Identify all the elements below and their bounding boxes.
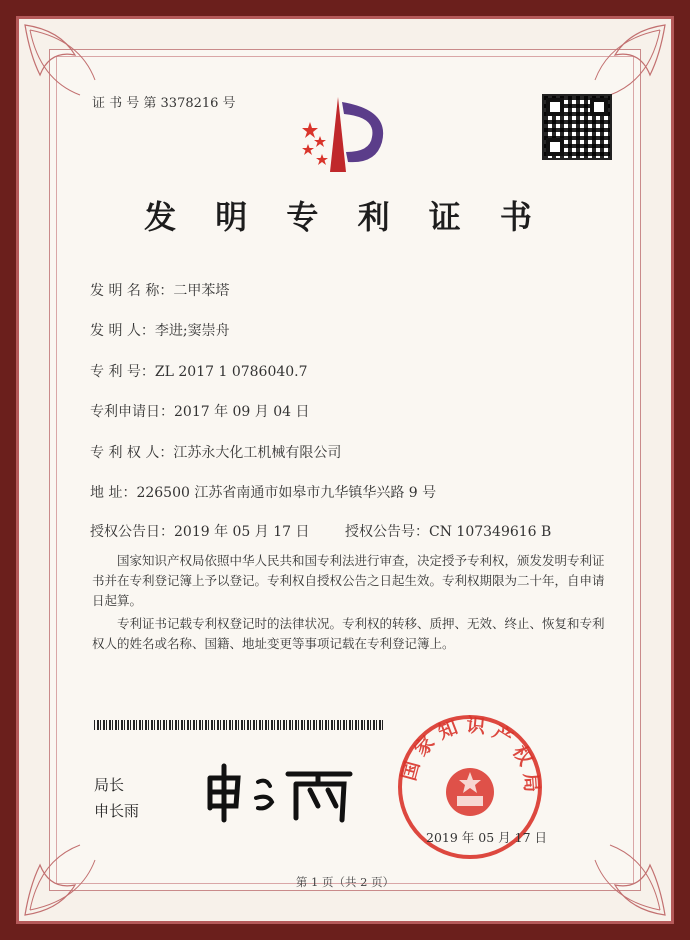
corner-ornament-bottom-right <box>560 810 670 920</box>
certificate-paragraph-1: 国家知识产权局依照中华人民共和国专利法进行审查，决定授予专利权，颁发发明专利证书并在专利登记簿上予以登记。专利权自授权公告之日起生效。专利权期限为二十年，自申请日起算。 <box>92 553 605 608</box>
field-label: 地 址： <box>90 485 137 501</box>
field-label: 发 明 名 称： <box>90 283 174 299</box>
field-inventor <box>90 320 230 340</box>
field-invention-name <box>90 280 229 300</box>
field-value: 二甲苯塔 <box>173 283 230 299</box>
field-patentee <box>90 442 341 462</box>
patent-office-logo <box>290 92 400 180</box>
field-patent-number <box>90 361 308 381</box>
corner-ornament-top-left <box>20 20 130 130</box>
field-label: 专 利 权 人： <box>90 445 174 461</box>
certificate-title: 发 明 专 利 证 书 <box>144 198 546 236</box>
field-label: 专 利 号： <box>90 364 155 380</box>
barcode <box>94 720 384 730</box>
certificate-paragraph-2: 专利证书记载专利权登记时的法律状况。专利权的转移、质押、无效、终止、恢复和专利权人的姓名或名称、国籍、地址变更等事项记载在专利登记簿上。 <box>92 616 605 651</box>
certificate-number: 证 书 号 第 3378216 号 <box>92 96 236 111</box>
field-value: 226500 江苏省南通市如皋市九华镇华兴路 9 号 <box>136 485 437 501</box>
field-value: 2019 年 05 月 17 日 <box>174 524 310 540</box>
field-label: 授权公告号： <box>345 524 429 540</box>
field-label: 发 明 人： <box>90 323 155 339</box>
director-title: 局长 <box>94 776 125 794</box>
field-filing-date <box>90 401 310 421</box>
page-footer: 第 1 页（共 2 页） <box>295 875 395 889</box>
field-grant-number <box>345 521 551 541</box>
seal-date: 2019 年 05 月 17 日 <box>426 830 547 845</box>
field-value: 江苏永大化工机械有限公司 <box>173 445 342 461</box>
field-value: CN 107349616 B <box>429 524 552 540</box>
director-signature <box>200 758 360 828</box>
field-value: 李进;窦崇舟 <box>154 323 230 339</box>
director-name: 申长雨 <box>94 802 140 820</box>
field-value: 2017 年 09 月 04 日 <box>174 404 310 420</box>
field-label: 专利申请日： <box>90 404 174 420</box>
field-grant-date <box>90 521 310 541</box>
qr-code <box>542 94 612 160</box>
field-address <box>90 482 436 502</box>
field-label: 授权公告日： <box>90 524 174 540</box>
field-value: ZL 2017 1 0786040.7 <box>154 364 308 380</box>
seal-text: 国 家 知 识 产 权 局 <box>398 714 543 793</box>
corner-ornament-bottom-left <box>20 810 130 920</box>
